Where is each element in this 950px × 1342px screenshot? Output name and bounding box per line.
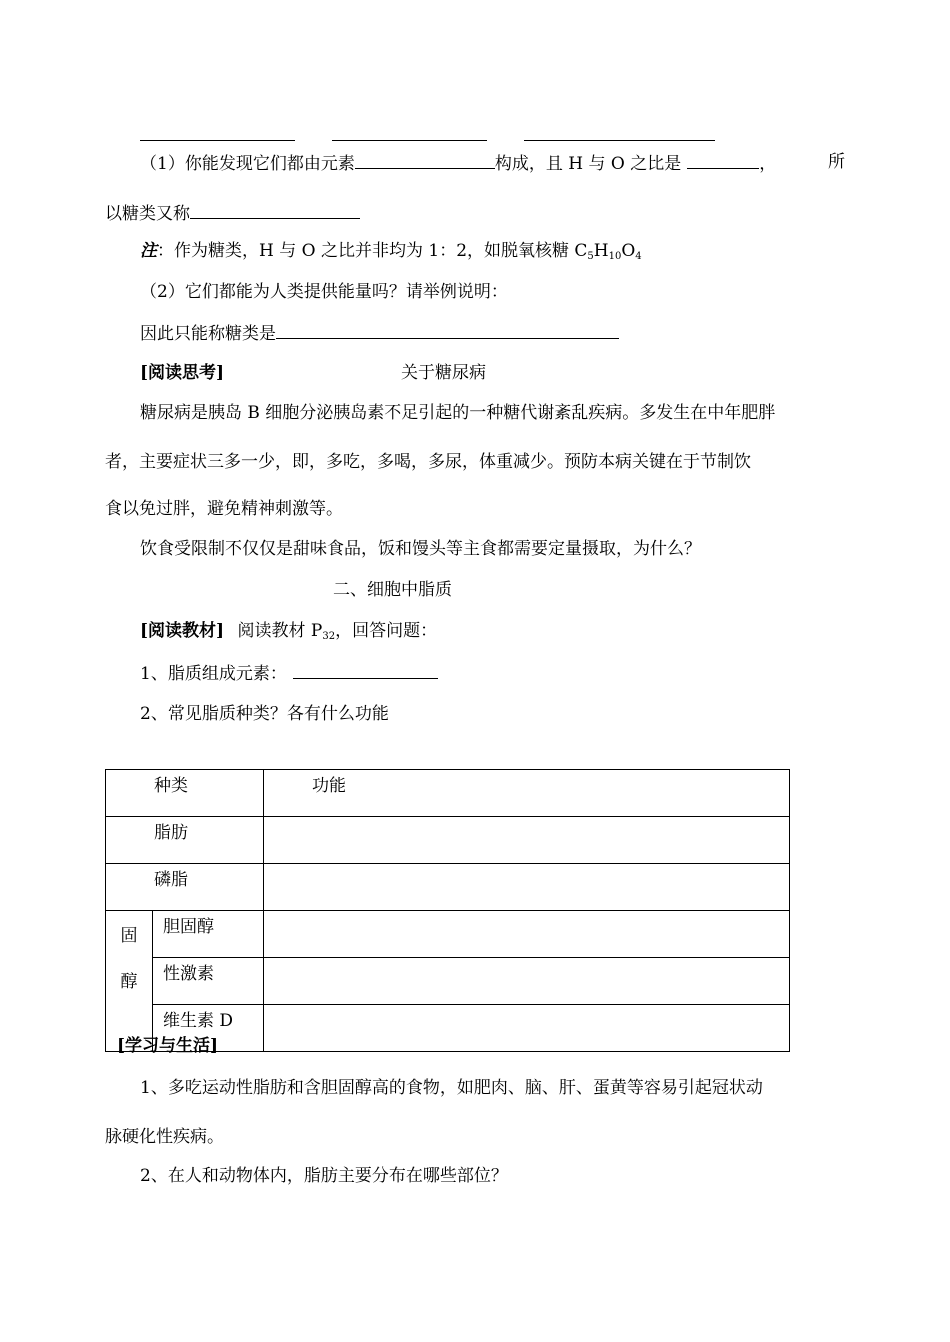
lipid-function-table [105, 769, 790, 1052]
reading-think-title: 关于糖尿病 [401, 363, 486, 383]
reading-think-label: [阅读思考] [140, 363, 225, 383]
table-header-row [106, 770, 790, 817]
question-1-line-1 [140, 150, 776, 176]
sterol-group-label [106, 911, 153, 1052]
question-1-line-2 [105, 200, 360, 226]
sterol-char-1: 固 [120, 926, 138, 946]
header-function: 功能 [264, 770, 790, 817]
read-textbook-text-a: 阅读教材 P [237, 621, 323, 641]
read-textbook-sub: 32 [322, 631, 336, 642]
q3-text: 因此只能称糖类是 [140, 324, 276, 344]
study-life-item-2: 2、在人和动物体内，脂肪主要分布在哪些部位？ [140, 1166, 508, 1186]
row-vitamin-d-label: 维生素 D [153, 1005, 264, 1052]
note-sub-2: 10 [608, 251, 622, 262]
read-textbook-label: [阅读教材] [140, 621, 225, 641]
lipid-elements-line [140, 660, 438, 686]
row-phospholipid-label: 磷脂 [106, 864, 264, 911]
q1-text-d: 所 [828, 152, 845, 172]
note-label: 注 [140, 241, 157, 261]
diabetes-para-2: 者，主要症状三多一少，即，多吃，多喝，多尿，体重减少。预防本病关键在于节制饮 [105, 452, 751, 472]
header-type: 种类 [106, 770, 264, 817]
question-2: （2）它们都能为人类提供能量吗？请举例说明： [140, 282, 508, 302]
q1-line-2-text: 以糖类又称 [105, 204, 190, 224]
element-blank[interactable] [355, 150, 495, 169]
read-textbook-text-b: ，回答问题： [335, 621, 438, 641]
read-textbook-line [140, 619, 437, 649]
lipid-types-question: 2、常见脂质种类？各有什么功能 [140, 704, 389, 724]
q1-text-c: ， [759, 154, 777, 174]
ratio-blank[interactable] [687, 150, 759, 169]
row-cholesterol-label: 胆固醇 [153, 911, 264, 958]
table-row [106, 958, 790, 1005]
table-row [106, 864, 790, 911]
top-blank-3[interactable] [524, 140, 715, 141]
diabetes-question: 饮食受限制不仅仅是甜味食品，饭和馒头等主食都需要定量摄取，为什么？ [140, 539, 701, 559]
table-row [106, 817, 790, 864]
diabetes-para-1: 糖尿病是胰岛 B 细胞分泌胰岛素不足引起的一种糖代谢紊乱疾病。多发生在中年肥胖 [140, 403, 776, 423]
diabetes-para-3: 食以免过胖，避免精神刺激等。 [105, 499, 343, 519]
cholesterol-function-cell[interactable] [264, 911, 790, 958]
sugar-definition-blank[interactable] [276, 320, 619, 339]
lipid-elements-blank[interactable] [293, 660, 438, 679]
note-sub-3: 4 [635, 251, 642, 262]
question-3 [140, 320, 619, 346]
note-text-c: O [621, 241, 636, 261]
sterol-char-2: 醇 [120, 972, 138, 992]
table-row [106, 911, 790, 958]
row-sex-hormone-label: 性激素 [153, 958, 264, 1005]
fat-function-cell[interactable] [264, 817, 790, 864]
note-sub-1: 5 [587, 251, 594, 262]
top-blank-2[interactable] [332, 140, 487, 141]
study-life-label: [学习与生活] [117, 1036, 219, 1056]
study-life-item-1a: 1、多吃运动性脂肪和含胆固醇高的食物，如肥肉、脑、肝、蛋黄等容易引起冠状动 [140, 1078, 763, 1098]
top-blank-1[interactable] [140, 140, 295, 141]
note-text-a: ：作为糖类，H 与 O 之比并非均为 1：2，如脱氧核糖 C [157, 241, 588, 261]
study-life-item-1b: 脉硬化性疾病。 [105, 1127, 224, 1147]
vitamin-d-function-cell[interactable] [264, 1005, 790, 1052]
phospholipid-function-cell[interactable] [264, 864, 790, 911]
sex-hormone-function-cell[interactable] [264, 958, 790, 1005]
section-2-heading: 二、细胞中脂质 [333, 580, 452, 600]
alias-blank[interactable] [190, 200, 360, 219]
lipid-elements-text: 1、脂质组成元素： [140, 664, 287, 684]
row-fat-label: 脂肪 [106, 817, 264, 864]
q1-text-a: （1）你能发现它们都由元素 [140, 154, 355, 174]
note-line [140, 239, 642, 269]
note-text-b: H [593, 241, 609, 261]
q1-text-b: 构成，且 H 与 O 之比是 [494, 154, 682, 174]
